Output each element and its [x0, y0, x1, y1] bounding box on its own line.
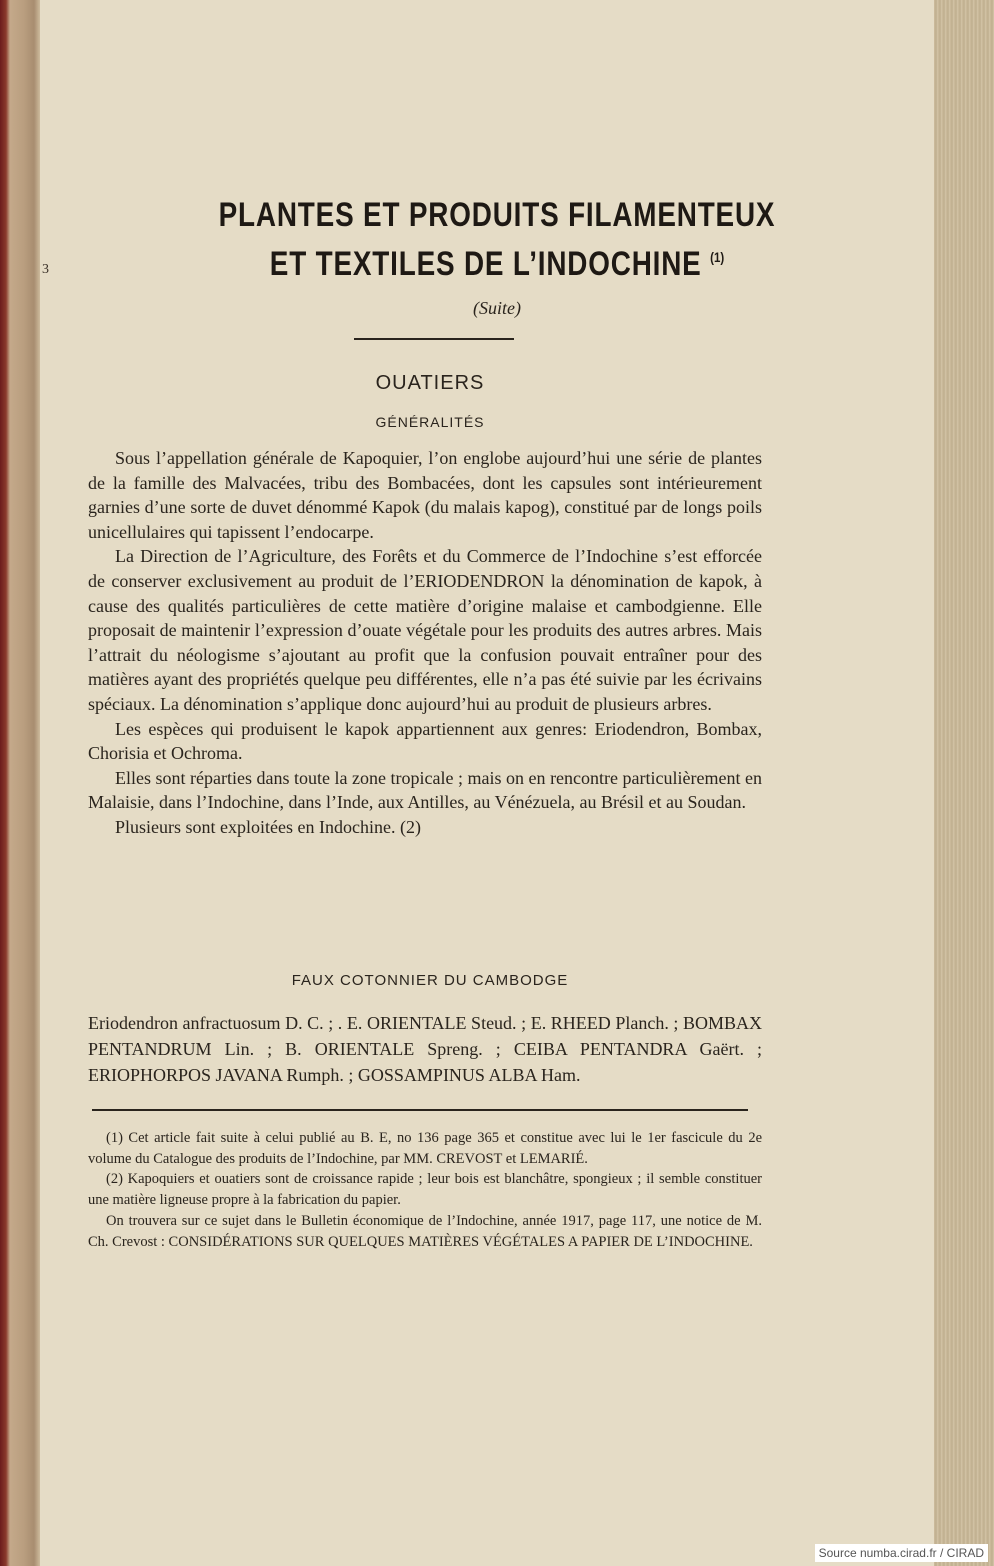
- book-right-edge: [934, 0, 994, 1566]
- title-footnote-ref: (1): [710, 249, 725, 265]
- sub-heading: GÉNÉRALITÉS: [375, 414, 485, 430]
- species-heading: FAUX COTONNIER DU CAMBODGE: [291, 972, 569, 989]
- paragraph-5: Plusieurs sont exploitées en Indochine. (2): [115, 816, 421, 837]
- footnote-3: On trouvera sur ce sujet dans le Bulletin économique de l’Indochine, année 1917, page 117, une notice de M. Ch. Crevost : CONSIDÉRATIONS SUR QUELQUES MATIÈRES VÉGÉTALES A PAPIER DE L’INDOCHINE.: [88, 1212, 762, 1250]
- title-rule: [354, 338, 514, 340]
- section-heading: OUATIERS: [375, 372, 485, 394]
- article-title-line-1: PLANTES ET PRODUITS FILAMENTEUX: [218, 196, 776, 234]
- article-title-line-2-text: ET TEXTILES DE L’INDOCHINE: [269, 245, 702, 283]
- footnote-2: (2) Kapoquiers et ouatiers sont de croissance rapide ; leur bois est blanchâtre, spongieux ; il semble constituer une matière ligneuse propre à la fabrication du papier.: [88, 1171, 762, 1209]
- paragraph-2: La Direction de l’Agriculture, des Forêts et du Commerce de l’Indochine s’est efforcée de conserver exclusivement au produit de l’ERIODENDRON la dénomination de kapok, à cause des qualités particulières de cette matière d’origine malaise et cambodgienne. Elle proposait de maintenir l’expression d’ouate végétale pour les produits des autres arbres. Mais l’attrait du néologisme s’ajoutant au profit que la confusion pouvait entraîner pour des matières ayant des propriétés quelque peu différentes, elle n’a pas été suivie par les écrivains spéciaux. La dénomination s’applique donc aujourd’hui au produit de plusieurs arbres.: [88, 546, 762, 714]
- source-credit: Source numba.cirad.fr / CIRAD: [815, 1544, 988, 1562]
- footnote-1: (1) Cet article fait suite à celui publié au B. E, no 136 page 365 et constitue avec lui le 1er fascicule du 2e volume du Catalogue des produits de l’Indochine, par MM. CREVOST et LEMARIÉ.: [88, 1130, 762, 1167]
- paragraph-3: Les espèces qui produisent le kapok appartiennent aux genres: Eriodendron, Bombax, Chorisia et Ochroma.: [88, 718, 762, 764]
- body-text: [88, 446, 762, 840]
- paragraph-4: Elles sont réparties dans toute la zone tropicale ; mais on en rencontre particulièrement en Malaisie, dans l’Indochine, dans l’Inde, aux Antilles, au Vénézuela, au Brésil et au Soudan.: [88, 767, 762, 813]
- footnotes: [88, 1128, 762, 1252]
- species-synonyms: [88, 1010, 762, 1088]
- footnote-rule: [92, 1109, 748, 1111]
- paragraph-1: Sous l’appellation générale de Kapoquier, l’on englobe aujourd’hui une série de plantes de la famille des Malvacées, tribu des Bombacées, dont les capsules sont intérieurement garnies d’une sorte de duvet dénommé Kapok (du malais kapog), constitué par de longs poils unicellulaires qui tapissent l’endocarpe.: [88, 448, 762, 542]
- article-subtitle: (Suite): [473, 298, 521, 318]
- article-title-line-2: [89, 245, 904, 284]
- book-left-edge: [0, 0, 40, 1566]
- species-line: Eriodendron anfractuosum D. C. ; . E. ORIENTALE Steud. ; E. RHEED Planch. ; BOMBAX PENTANDRUM Lin. ; B. ORIENTALE Spreng. ; CEIBA PENTANDRA Gaërt. ; ERIOPHORPOS JAVANA Rumph. ; GOSSAMPINUS ALBA Ham.: [88, 1013, 762, 1085]
- margin-mark: 3: [42, 262, 49, 277]
